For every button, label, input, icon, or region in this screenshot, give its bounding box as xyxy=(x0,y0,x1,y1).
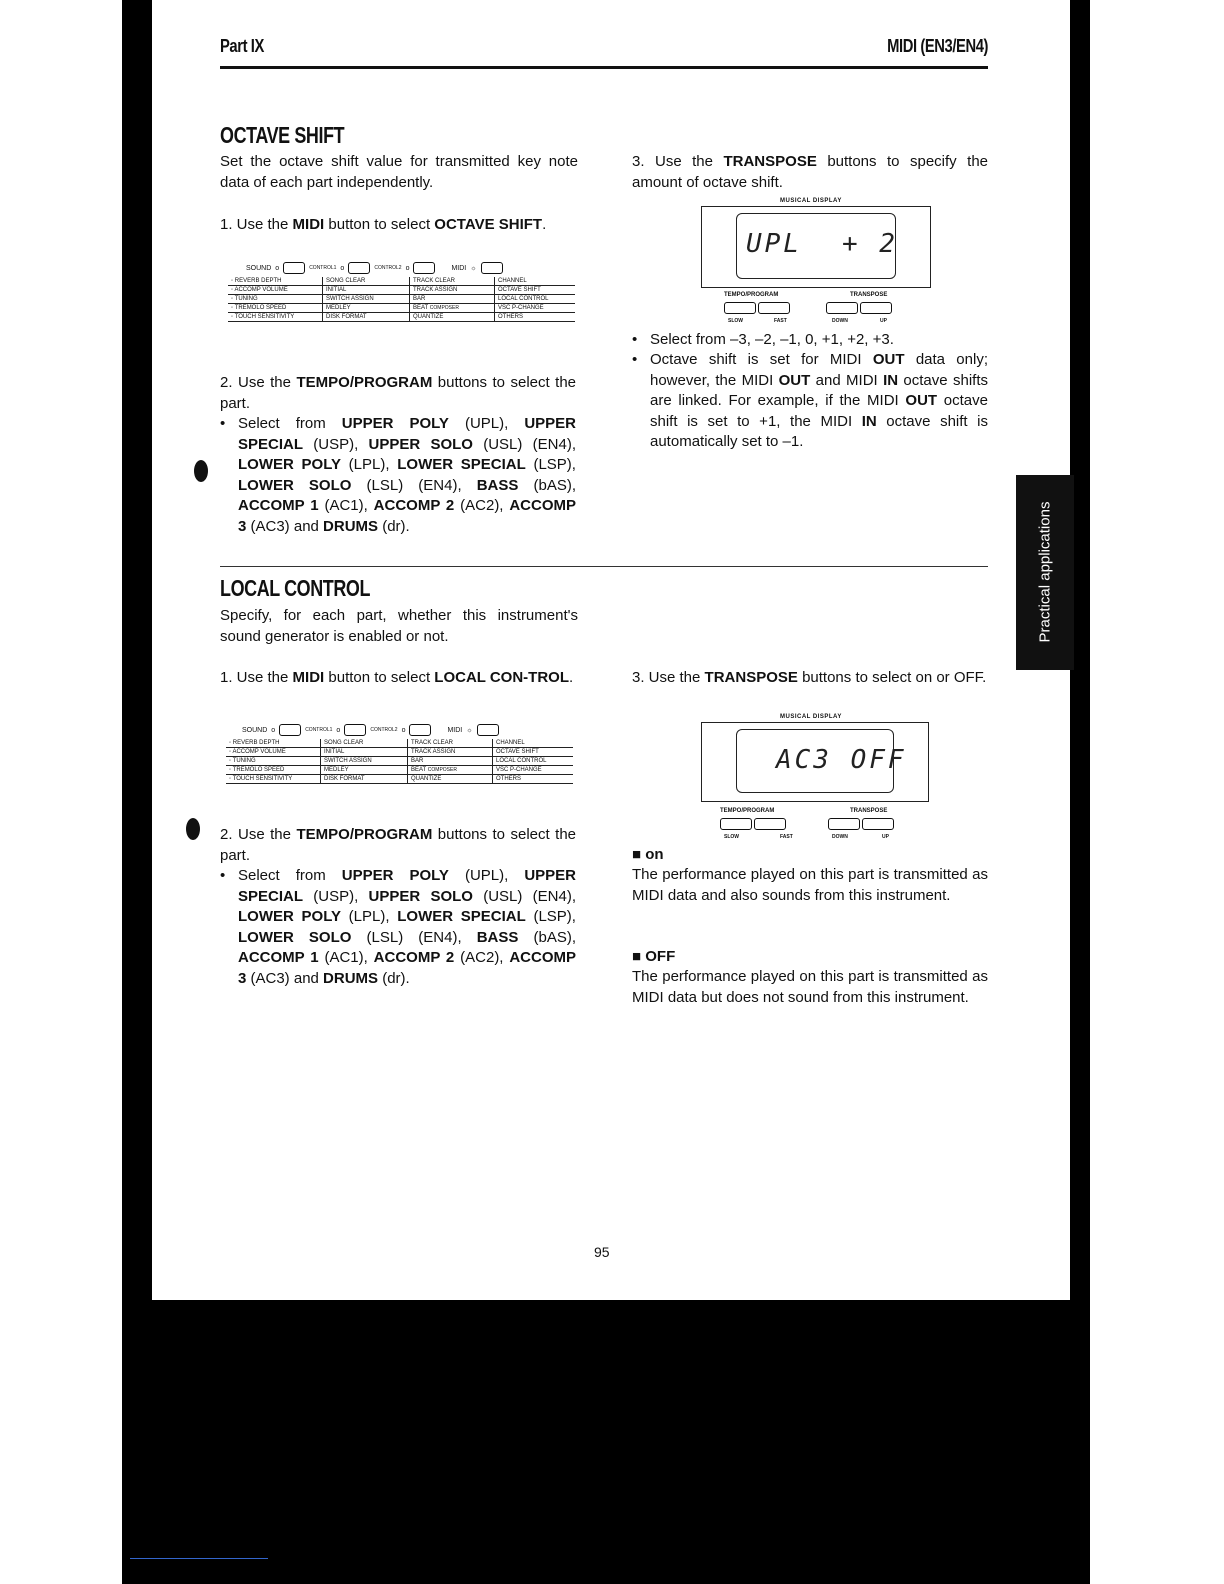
control-panel-diagram-1: SOUND o CONTROL1 o CONTROL2 o MIDI ☼ ◦ REVERB DEPTH SONG CLEAR TRACK CLEAR CHANNEL ◦ ACCOMP VOLUME INITIAL TRACK ASSIGN OCTAVE SHIFT ◦ TUNING SWITCH ASSIGN BAR LOCAL CONTROL ◦ TREMOLO SPEED MEDLEY BEAT COMPOSER VSC P-CHANGE ◦ TOUCH SENSITIVITY DISK FORMAT QUANTIZE OTHERS xyxy=(228,262,575,322)
local-step1: 1. Use the MIDI button to select LOCAL CON-TROL. xyxy=(220,669,574,686)
side-tab: Practical applications xyxy=(1016,475,1074,670)
on-description: The performance played on this part is transmitted as MIDI data and also sounds from this instrument. xyxy=(632,866,988,904)
off-heading: ■ OFF xyxy=(632,948,676,965)
scan-black-strip xyxy=(1070,0,1090,1584)
display-buttons-2: TEMPO/PROGRAM TRANSPOSE SLOW FAST DOWN UP xyxy=(720,808,930,842)
scan-black-edge xyxy=(122,0,152,1584)
scan-right-margin xyxy=(1090,0,1224,1584)
header-rule xyxy=(220,66,988,69)
display-buttons-1: TEMPO/PROGRAM TRANSPOSE SLOW FAST DOWN UP xyxy=(724,292,934,326)
octave-title: OCTAVE SHIFT xyxy=(220,122,345,148)
local-step2: 2. Use the TEMPO/PROGRAM buttons to select the part. xyxy=(220,826,576,864)
scan-bottom-black xyxy=(152,1300,1070,1584)
scan-left-margin xyxy=(0,0,122,1584)
display-title-1: MUSICAL DISPLAY xyxy=(780,198,842,204)
lcd-value: + 2 xyxy=(842,229,898,259)
octave-intro: Set the octave shift value for transmitted key note data of each part independently. xyxy=(220,153,578,191)
binder-hole xyxy=(186,818,200,840)
octave-note: • Octave shift is set for MIDI OUT data only; however, the MIDI OUT and MIDI IN octave shifts are linked. For example, if the MIDI OUT octave shift is set to +1, the MIDI IN octave shift is automatically set to –1. xyxy=(632,351,988,451)
manual-page xyxy=(152,0,1070,1300)
local-intro: Specify, for each part, whether this instrument's sound generator is enabled or not. xyxy=(220,607,578,645)
lcd-part: UPL xyxy=(746,229,802,259)
local-part-list: • Select from UPPER POLY (UPL), UPPER SPECIAL (USP), UPPER SOLO (USL) (EN4), LOWER POLY (LPL), LOWER SPECIAL (LSP), LOWER SOLO (LSL) (EN4), BASS (bAS), ACCOMP 1 (AC1), ACCOMP 2 (AC2), ACCOMP 3 (AC3) and DRUMS (dr). xyxy=(220,867,577,987)
lcd-local: AC3 OFF xyxy=(776,745,907,775)
display-title-2: MUSICAL DISPLAY xyxy=(780,714,842,720)
octave-step3: 3. Use the TRANSPOSE buttons to specify the amount of octave shift. xyxy=(632,153,989,191)
link-underline xyxy=(130,1558,268,1559)
section-rule xyxy=(220,566,988,567)
octave-step1: 1. Use the MIDI button to select OCTAVE SHIFT. xyxy=(220,216,547,233)
musical-display-2 xyxy=(701,722,929,802)
header-part: Part IX xyxy=(220,36,264,56)
octave-step2: 2. Use the TEMPO/PROGRAM buttons to select the part. xyxy=(220,374,576,412)
page-number: 95 xyxy=(594,1244,610,1260)
on-heading: ■ on xyxy=(632,846,664,863)
octave-range: • Select from –3, –2, –1, 0, +1, +2, +3. xyxy=(632,331,894,348)
local-title: LOCAL CONTROL xyxy=(220,575,371,601)
musical-display-1 xyxy=(701,206,931,288)
local-step3: 3. Use the TRANSPOSE buttons to select on or OFF. xyxy=(632,669,987,686)
octave-part-list: • Select from UPPER POLY (UPL), UPPER SPECIAL (USP), UPPER SOLO (USL) (EN4), LOWER POLY (LPL), LOWER SPECIAL (LSP), LOWER SOLO (LSL) (EN4), BASS (bAS), ACCOMP 1 (AC1), ACCOMP 2 (AC2), ACCOMP 3 (AC3) and DRUMS (dr). xyxy=(220,415,577,535)
header-section: MIDI (EN3/EN4) xyxy=(887,36,988,56)
off-description: The performance played on this part is transmitted as MIDI data but does not sound from this instrument. xyxy=(632,968,988,1006)
control-panel-diagram-2: SOUND o CONTROL1 o CONTROL2 o MIDI ☼ ◦ REVERB DEPTH SONG CLEAR TRACK CLEAR CHANNEL ◦ ACCOMP VOLUME INITIAL TRACK ASSIGN OCTAVE SHIFT ◦ TUNING SWITCH ASSIGN BAR LOCAL CONTROL ◦ TREMOLO SPEED MEDLEY BEAT COMPOSER VSC P-CHANGE ◦ TOUCH SENSITIVITY DISK FORMAT QUANTIZE OTHERS xyxy=(226,724,573,784)
binder-hole xyxy=(194,460,208,482)
